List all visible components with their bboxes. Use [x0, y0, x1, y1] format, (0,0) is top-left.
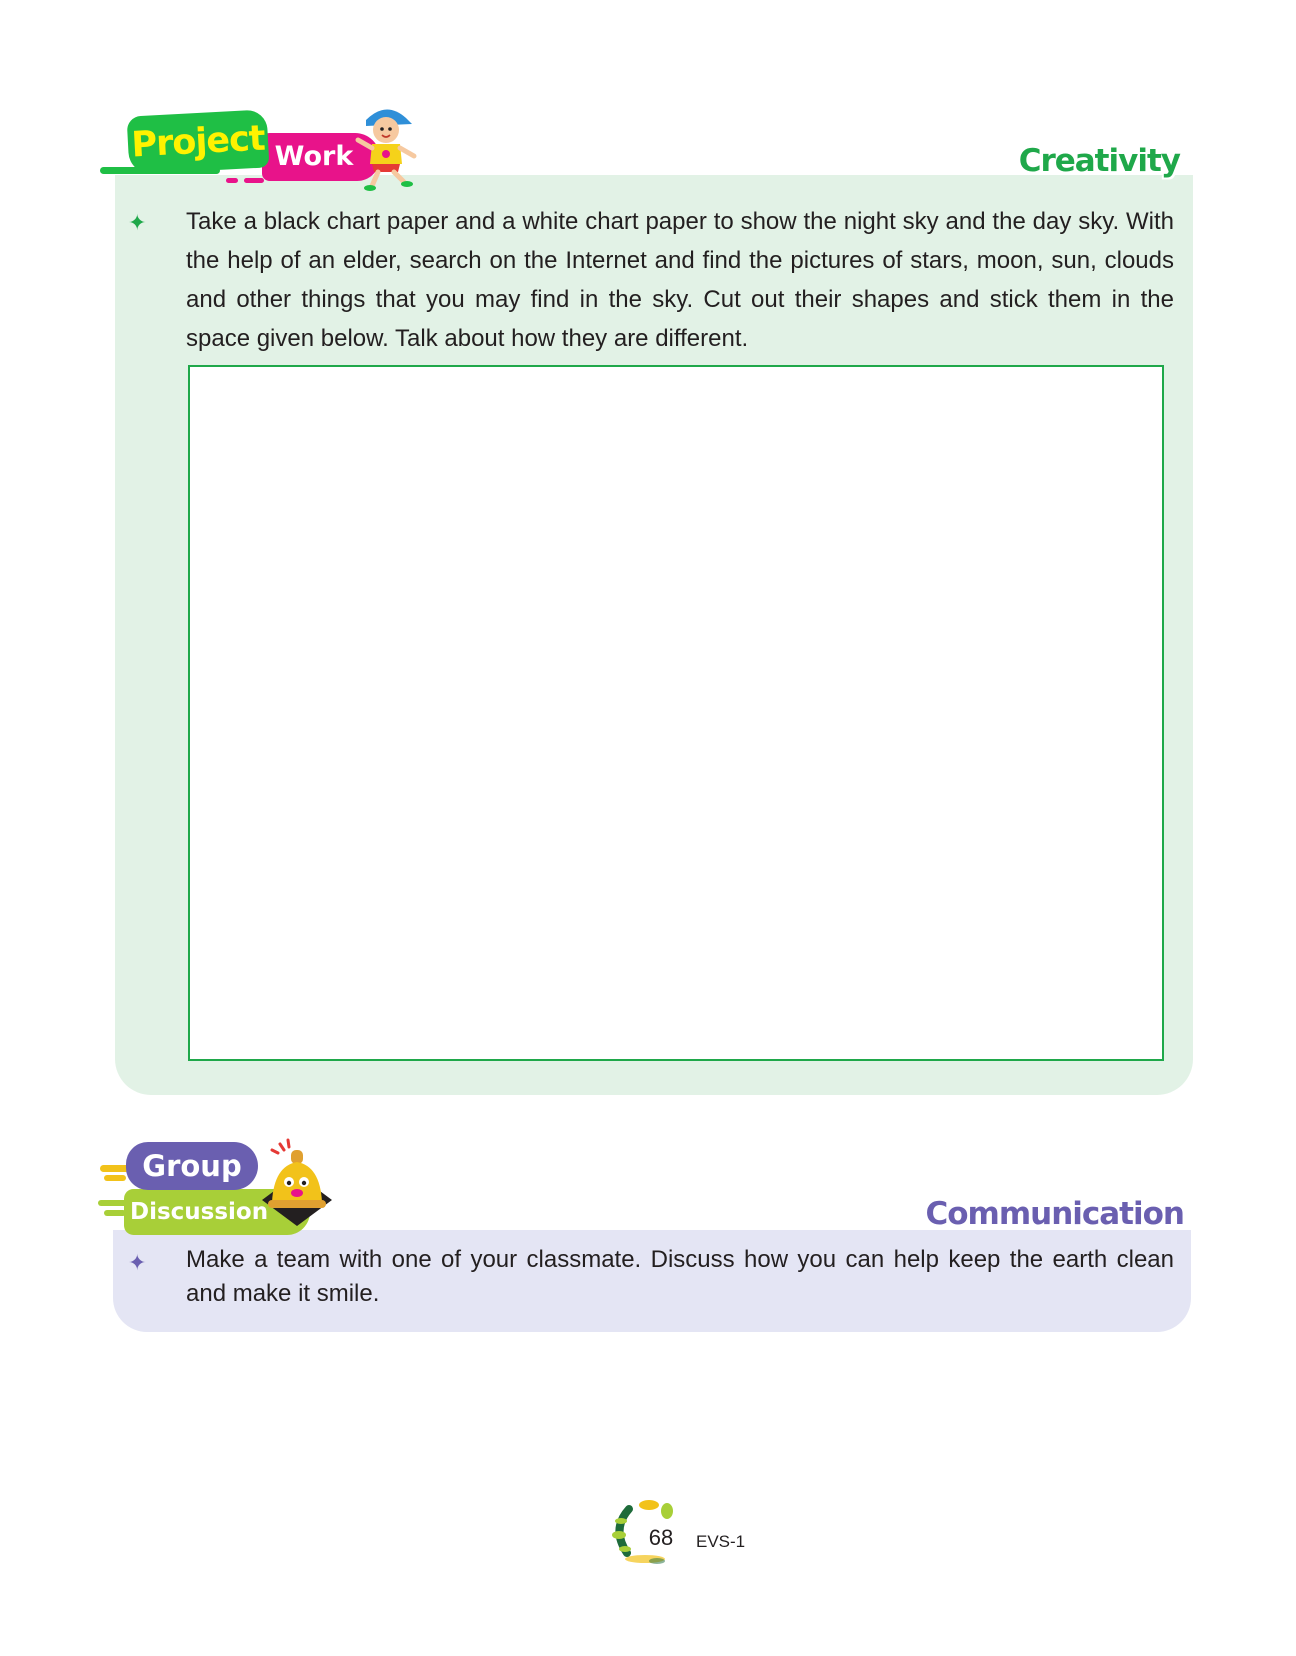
paste-area-box: [188, 365, 1164, 1061]
work-badge-label: Work: [274, 141, 354, 172]
decorative-stripe: [244, 178, 264, 183]
four-point-star-icon: ✦: [128, 210, 147, 235]
decorative-stripe: [104, 1175, 126, 1181]
project-instruction: Take a black chart paper and a white chart paper to show the night sky and the day sky. With the help of an elder, search on the Internet and find the pictures of stars, moon, sun, clouds and other things that you may find in the sky. Cut out their shapes and stick them in the space given below. Talk about how they are different.: [186, 208, 1174, 352]
group-badge-label: Group: [142, 1149, 242, 1183]
bell-mascot-icon: [258, 1138, 336, 1230]
discussion-instruction: Make a team with one of your classmate. Discuss how you can help keep the earth clean and make it smile.: [186, 1246, 1174, 1307]
group-badge: [126, 1142, 258, 1190]
skill-label-communication: Communication: [925, 1196, 1184, 1232]
running-boy-icon: [352, 104, 424, 192]
page-number: 68: [648, 1525, 674, 1550]
project-badge-label: Project: [130, 118, 266, 166]
four-point-star-icon: ✦: [128, 1250, 147, 1275]
decorative-stripe: [226, 178, 238, 183]
discussion-badge-label: Discussion: [130, 1199, 269, 1225]
decorative-stripe: [104, 1210, 126, 1216]
book-code: EVS-1: [696, 1532, 746, 1551]
project-badge: [127, 109, 270, 174]
skill-label-creativity: Creativity: [1018, 143, 1180, 179]
